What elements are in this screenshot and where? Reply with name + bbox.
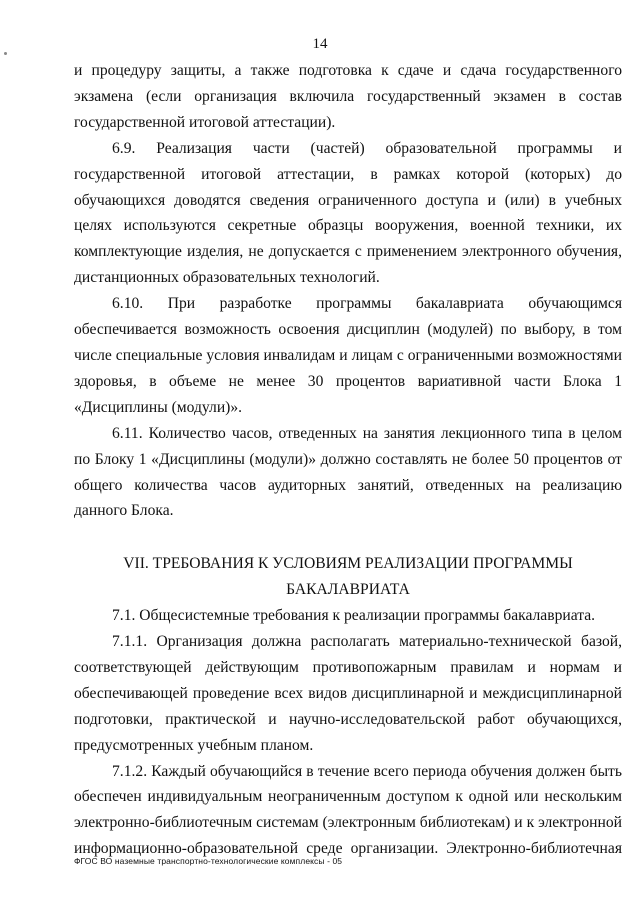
paragraph-7-1-2: 7.1.2. Каждый обучающийся в течение всего периода обучения должен быть обеспечен индивидуальным неограниченным доступом к одной или нескольким электронно-библиотечным системам (электронным библиотекам) и к электронной информационно-образовательной среде организации. Электронно-библиотечная [74,762,622,858]
paragraph-6-9: 6.9. Реализация части (частей) образовательной программы и государственной итоговой аттестации, в рамках которой (которых) до обучающихся доводятся сведения ограниченного доступа и (или) в учебных целях используются секретные образцы вооружения, военной техники, их комплектующие изделия, не допускается с применением электронного обучения, дистанционных образовательных технологий. [74,139,622,287]
paragraph-6-11: 6.11. Количество часов, отведенных на занятия лекционного типа в целом по Блоку 1 «Дисциплины (модули)» должно составлять не более 50 процентов от общего количества часов аудиторных занятий, отведенных на реализацию данного Блока. [74,424,622,520]
section-heading [74,524,622,603]
section-heading-line1: VII. ТРЕБОВАНИЯ К УСЛОВИЯМ РЕАЛИЗАЦИИ ПРОГРАММЫ [123,555,573,573]
page-number: 14 [312,36,328,52]
paragraph-6-10: 6.10. При разработке программы бакалавриата обучающимся обеспечивается возможность освоения дисциплин (модулей) по выбору, в том числе специальные условия инвалидам и лицам с ограниченными возможностями здоровья, в объеме не менее 30 процентов вариативной части Блока 1 «Дисциплины (модули)». [74,295,622,416]
scan-mark [4,52,7,55]
paragraph-7-1: 7.1. Общесистемные требования к реализации программы бакалавриата. [112,607,596,625]
section-heading-line2: БАКАЛАВРИАТА [286,581,410,599]
paragraph-continuation: и процедуру защиты, а также подготовка к сдаче и сдача государственного экзамена (если организация включила государственный экзамен в состав государственной итоговой аттестации). [74,62,622,131]
paragraph-7-1-1: 7.1.1. Организация должна располагать материально-технической базой, соответствующей действующим противопожарным правилам и нормам и обеспечивающей проведение всех видов дисциплинарной и междисциплинарной подготовки, практической и научно-исследовательской работ обучающихся, предусмотренных учебным планом. [74,633,622,754]
page-footer: ФГОС ВО наземные транспортно-технологические комплексы - 05 [74,856,343,866]
document-body [74,58,622,862]
